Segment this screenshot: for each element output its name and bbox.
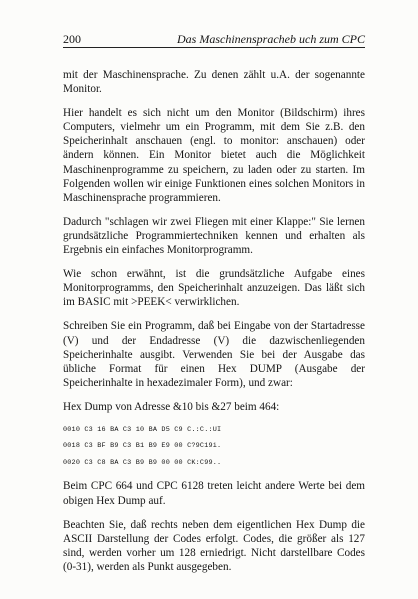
hex-dump-line: 0018 C3 BF B9 C3 B1 B9 E9 00 C?9C19i. — [63, 442, 222, 451]
hex-dump-line: 0020 C3 C8 BA C3 B9 B9 00 00 CK:C99.. — [63, 458, 222, 467]
paragraph-task: Wie schon erwähnt, ist die grundsätzliche Aufgabe eines Monitorprogramms, den Speicherinhalt anzuzeigen. Das läßt sich im BASIC mit >PEEK< verwirklichen. — [63, 268, 365, 309]
page-number: 200 — [63, 32, 81, 46]
paragraph-hexdump-caption: Hex Dump von Adresse &10 bis &27 beim 464: — [63, 400, 280, 413]
paragraph-ascii: Beachten Sie, daß rechts neben dem eigentlichen Hex Dump die ASCII Darstellung der Codes erfolgt. Codes, die größer als 127 sind, werden vorher um 128 erniedrigt. Nicht darstellbare Codes (0-31), werden als Punkt ausgegeben. — [63, 518, 365, 573]
running-title: Das Maschinenspracheb uch zum CPC — [177, 32, 365, 46]
hex-dump-line: 0010 C3 16 BA C3 10 BA D5 C9 C.:C.:UI — [63, 425, 222, 434]
paragraph-intro: mit der Maschinensprache. Zu denen zählt u.A. der sogenannte Monitor. — [63, 69, 365, 96]
paragraph-cpc664: Beim CPC 664 und CPC 6128 treten leicht andere Werte bei dem obigen Hex Dump auf. — [63, 480, 365, 507]
paragraph-program: Schreiben Sie ein Programm, daß bei Eingabe von der Startadresse (V) und der Endadresse (V) die dazwischenliegenden Speicherinhalte ausgibt. Verwenden Sie bei der Ausgabe das übliche Format für einen Hex DUMP (Ausgabe der Speicherinhalte in hexadezimaler Form), und zwar: — [63, 320, 365, 389]
page-header — [63, 33, 365, 48]
paragraph-monitor: Hier handelt es sich nicht um den Monitor (Bildschirm) ihres Computers, vielmehr um ein Programm, mit dem Sie z.B. den Speicherinhalt anschauen (engl. to monitor: anschauen) oder ändern können. Ein Monitor bietet auch die Möglichkeit Maschinenprogramme zu speichern, zu laden oder zu starten. Im Folgenden wollen wir einige Funktionen eines solchen Monitors in Maschinensprache programmieren. — [63, 107, 365, 204]
hex-dump-listing — [63, 422, 365, 472]
paragraph-two-birds: Dadurch "schlagen wir zwei Fliegen mit einer Klappe:" Sie lernen grundsätzliche Programmiertechniken kennen und erhalten als Ergebnis ein einfaches Monitorprogramm. — [63, 215, 365, 257]
page-body — [63, 68, 365, 574]
